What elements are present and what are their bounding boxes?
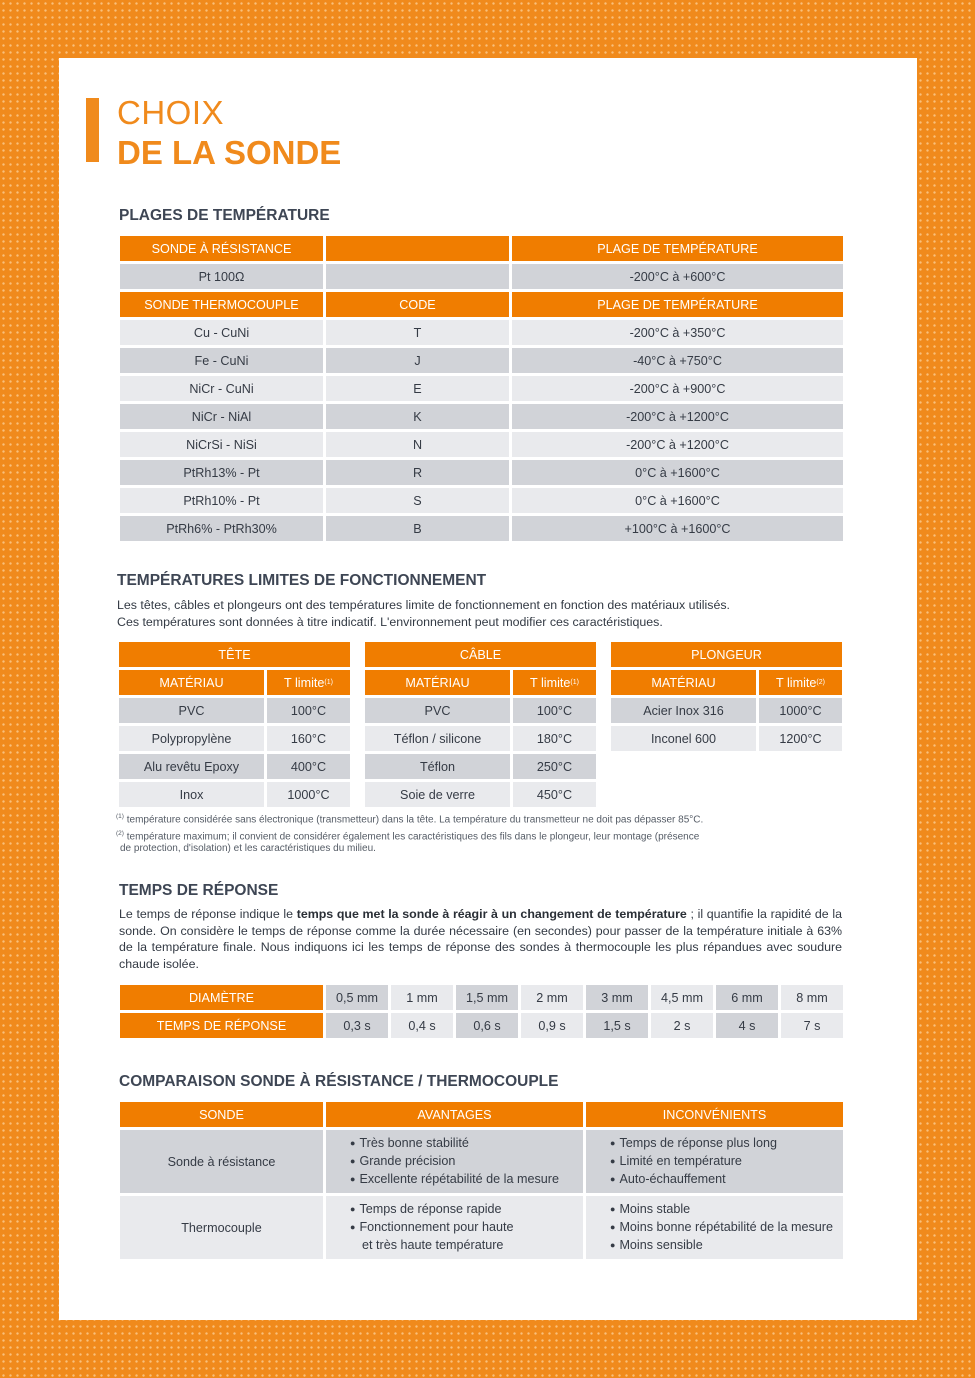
footnote-1	[116, 811, 703, 826]
comparaison-sonde-cell: Sonde à résistance	[120, 1130, 323, 1193]
plages-cell: -200°C à +350°C	[512, 320, 843, 345]
temps-cell: 2 s	[651, 1013, 713, 1038]
comparaison-inconvenients-list	[610, 1201, 833, 1255]
title-line-1: CHOIX	[117, 94, 225, 131]
plages-cell: -200°C à +900°C	[512, 376, 843, 401]
temps-cell: 7 s	[781, 1013, 843, 1038]
bullet-item: ● Moins stable	[610, 1201, 833, 1219]
temps-cell: 0,3 s	[326, 1013, 388, 1038]
temps-cell: 4 s	[716, 1013, 778, 1038]
bullet-item-continuation: et très haute température	[362, 1238, 504, 1252]
limites-temp-cell: 250°C	[513, 754, 596, 779]
limites-materiau-cell: Inconel 600	[611, 726, 756, 751]
limites-materiau-cell: Alu revêtu Epoxy	[119, 754, 264, 779]
limites-intro	[117, 597, 730, 630]
limites-group-title: PLONGEUR	[611, 642, 842, 667]
section-title-plages: PLAGES DE TEMPÉRATURE	[119, 207, 330, 224]
diametre-cell: 2 mm	[521, 985, 583, 1010]
plages-header-cell: CODE	[326, 292, 509, 317]
plages-cell: Fe - CuNi	[120, 348, 323, 373]
plages-cell: NiCr - NiAl	[120, 404, 323, 429]
footnote-1-mark: (1)	[116, 813, 124, 820]
comparaison-header-cell: SONDE	[120, 1102, 323, 1127]
plages-header-cell: SONDE THERMOCOUPLE	[120, 292, 323, 317]
temps-label: TEMPS DE RÉPONSE	[120, 1013, 323, 1038]
comparaison-header-cell: AVANTAGES	[326, 1102, 583, 1127]
plages-cell: PtRh13% - Pt	[120, 460, 323, 485]
title-accent-bar	[86, 98, 99, 162]
reponse-intro	[119, 906, 842, 972]
limites-col-tlimite: T limite (1)	[267, 670, 350, 695]
diametre-cell: 1 mm	[391, 985, 453, 1010]
bullet-item: ● Temps de réponse plus long	[610, 1135, 777, 1153]
bullet-item: ● Moins bonne répétabilité de la mesure	[610, 1219, 833, 1237]
temps-cell: 0,6 s	[456, 1013, 518, 1038]
comparaison-inconvenients-cell	[586, 1196, 843, 1259]
limites-temp-cell: 100°C	[267, 698, 350, 723]
diametre-cell: 1,5 mm	[456, 985, 518, 1010]
diametre-cell: 6 mm	[716, 985, 778, 1010]
limites-group-title: CÂBLE	[365, 642, 596, 667]
plages-cell: NiCr - CuNi	[120, 376, 323, 401]
reponse-intro-end: ; il quantifie la rapidité de la sonde. On considère le temps de réponse comme la durée nécessaire (en secondes) pour passer de la température initiale à 63% de la température finale. Nous indiquons ici les temps de réponse des sondes à thermocouple les plus répandues avec soudure chaude isolée.	[119, 907, 842, 971]
reponse-intro-start: Le temps de réponse indique le	[119, 907, 297, 921]
plages-header-cell: PLAGE DE TEMPÉRATURE	[512, 236, 843, 261]
comparaison-avantages-list	[350, 1201, 513, 1254]
limites-temp-cell: 100°C	[513, 698, 596, 723]
comparaison-sonde-cell: Thermocouple	[120, 1196, 323, 1259]
limites-table-2	[611, 642, 842, 751]
diametre-cell: 3 mm	[586, 985, 648, 1010]
bullet-item: ● Fonctionnement pour haute	[350, 1219, 513, 1237]
limites-temp-cell: 1000°C	[267, 782, 350, 807]
limites-table-0	[119, 642, 350, 807]
plages-cell: 0°C à +1600°C	[512, 460, 843, 485]
plages-header-cell: SONDE À RÉSISTANCE	[120, 236, 323, 261]
plages-cell: J	[326, 348, 509, 373]
plages-cell: -200°C à +1200°C	[512, 404, 843, 429]
comparaison-inconvenients-list	[610, 1135, 777, 1189]
temps-cell: 1,5 s	[586, 1013, 648, 1038]
plages-cell: NiCrSi - NiSi	[120, 432, 323, 457]
plages-table	[120, 236, 843, 541]
limites-col-tlimite-label: T limite	[284, 675, 325, 690]
limites-col-tlimite-label: T limite	[530, 675, 571, 690]
plages-cell: N	[326, 432, 509, 457]
footnote-2-text-line-1: température maximum; il convient de considérer également les caractéristiques des fils dans le plongeur, leur montage (présence	[126, 831, 700, 843]
limites-col-tlimite: T limite (2)	[759, 670, 842, 695]
limites-intro-line-1: Les têtes, câbles et plongeurs ont des températures limite de fonctionnement en fonction des matériaux utilisés.	[117, 598, 730, 612]
limites-col-tlimite: T limite (1)	[513, 670, 596, 695]
section-title-comparaison: COMPARAISON SONDE À RÉSISTANCE / THERMOCOUPLE	[119, 1073, 559, 1090]
limites-temp-cell: 450°C	[513, 782, 596, 807]
comparaison-avantages-cell	[326, 1196, 583, 1259]
bullet-item: ● Auto-échauffement	[610, 1171, 777, 1189]
diametre-cell: 8 mm	[781, 985, 843, 1010]
plages-cell: R	[326, 460, 509, 485]
plages-cell: T	[326, 320, 509, 345]
footnote-2-text-line-2: de protection, d'isolation) et les caractéristiques du milieu.	[120, 843, 376, 855]
limites-temp-cell: 180°C	[513, 726, 596, 751]
limites-materiau-cell: Inox	[119, 782, 264, 807]
comparaison-inconvenients-cell	[586, 1130, 843, 1193]
limites-col-materiau: MATÉRIAU	[365, 670, 510, 695]
comparaison-header-cell: INCONVÉNIENTS	[586, 1102, 843, 1127]
limites-intro-line-2: Ces températures sont données à titre indicatif. L'environnement peut modifier ces caractéristiques.	[117, 614, 663, 629]
plages-cell: Cu - CuNi	[120, 320, 323, 345]
comparaison-table	[120, 1102, 843, 1259]
plages-cell	[326, 264, 509, 289]
plages-cell: PtRh10% - Pt	[120, 488, 323, 513]
limites-table-1	[365, 642, 596, 807]
section-title-limites: TEMPÉRATURES LIMITES DE FONCTIONNEMENT	[117, 572, 487, 589]
bullet-item: ● Très bonne stabilité	[350, 1135, 559, 1153]
reponse-intro-bold: temps que met la sonde à réagir à un changement de température	[296, 907, 687, 921]
temps-cell: 0,4 s	[391, 1013, 453, 1038]
footnote-2	[116, 828, 699, 855]
limites-materiau-cell: Téflon / silicone	[365, 726, 510, 751]
plages-cell: K	[326, 404, 509, 429]
limites-temp-cell: 160°C	[267, 726, 350, 751]
limites-temp-cell: 1000°C	[759, 698, 842, 723]
plages-cell: S	[326, 488, 509, 513]
limites-temp-cell: 400°C	[267, 754, 350, 779]
plages-cell: E	[326, 376, 509, 401]
limites-group-title: TÊTE	[119, 642, 350, 667]
limites-materiau-cell: Téflon	[365, 754, 510, 779]
plages-cell: -200°C à +600°C	[512, 264, 843, 289]
reponse-table	[120, 985, 843, 1038]
limites-materiau-cell: PVC	[365, 698, 510, 723]
limites-materiau-cell: Acier Inox 316	[611, 698, 756, 723]
plages-cell: -40°C à +750°C	[512, 348, 843, 373]
comparaison-avantages-cell	[326, 1130, 583, 1193]
page-sheet	[59, 58, 917, 1320]
title-line-2: DE LA SONDE	[117, 134, 342, 171]
plages-cell: Pt 100Ω	[120, 264, 323, 289]
footnote-2-mark: (2)	[116, 830, 124, 837]
diametre-cell: 4,5 mm	[651, 985, 713, 1010]
plages-header-cell: PLAGE DE TEMPÉRATURE	[512, 292, 843, 317]
limites-temp-cell: 1200°C	[759, 726, 842, 751]
comparaison-avantages-list	[350, 1135, 559, 1189]
section-title-reponse: TEMPS DE RÉPONSE	[119, 882, 279, 899]
plages-cell: PtRh6% - PtRh30%	[120, 516, 323, 541]
limites-col-materiau: MATÉRIAU	[119, 670, 264, 695]
limites-col-materiau: MATÉRIAU	[611, 670, 756, 695]
bullet-item: ● Moins sensible	[610, 1237, 833, 1255]
limites-col-tlimite-label: T limite	[776, 675, 817, 690]
limites-materiau-cell: Soie de verre	[365, 782, 510, 807]
limites-materiau-cell: Polypropylène	[119, 726, 264, 751]
limites-materiau-cell: PVC	[119, 698, 264, 723]
plages-cell: +100°C à +1600°C	[512, 516, 843, 541]
plages-cell: -200°C à +1200°C	[512, 432, 843, 457]
diametre-label: DIAMÈTRE	[120, 985, 323, 1010]
plages-cell: 0°C à +1600°C	[512, 488, 843, 513]
plages-header-cell	[326, 236, 509, 261]
bullet-item: ● Temps de réponse rapide	[350, 1201, 513, 1219]
diametre-cell: 0,5 mm	[326, 985, 388, 1010]
bullet-item: ● Limité en température	[610, 1153, 777, 1171]
bullet-item: ● Grande précision	[350, 1153, 559, 1171]
plages-cell: B	[326, 516, 509, 541]
temps-cell: 0,9 s	[521, 1013, 583, 1038]
bullet-item: ● Excellente répétabilité de la mesure	[350, 1171, 559, 1189]
footnote-1-text: température considérée sans électronique (transmetteur) dans la tête. La température du transmetteur ne doit pas dépasser 85°C.	[126, 814, 704, 826]
